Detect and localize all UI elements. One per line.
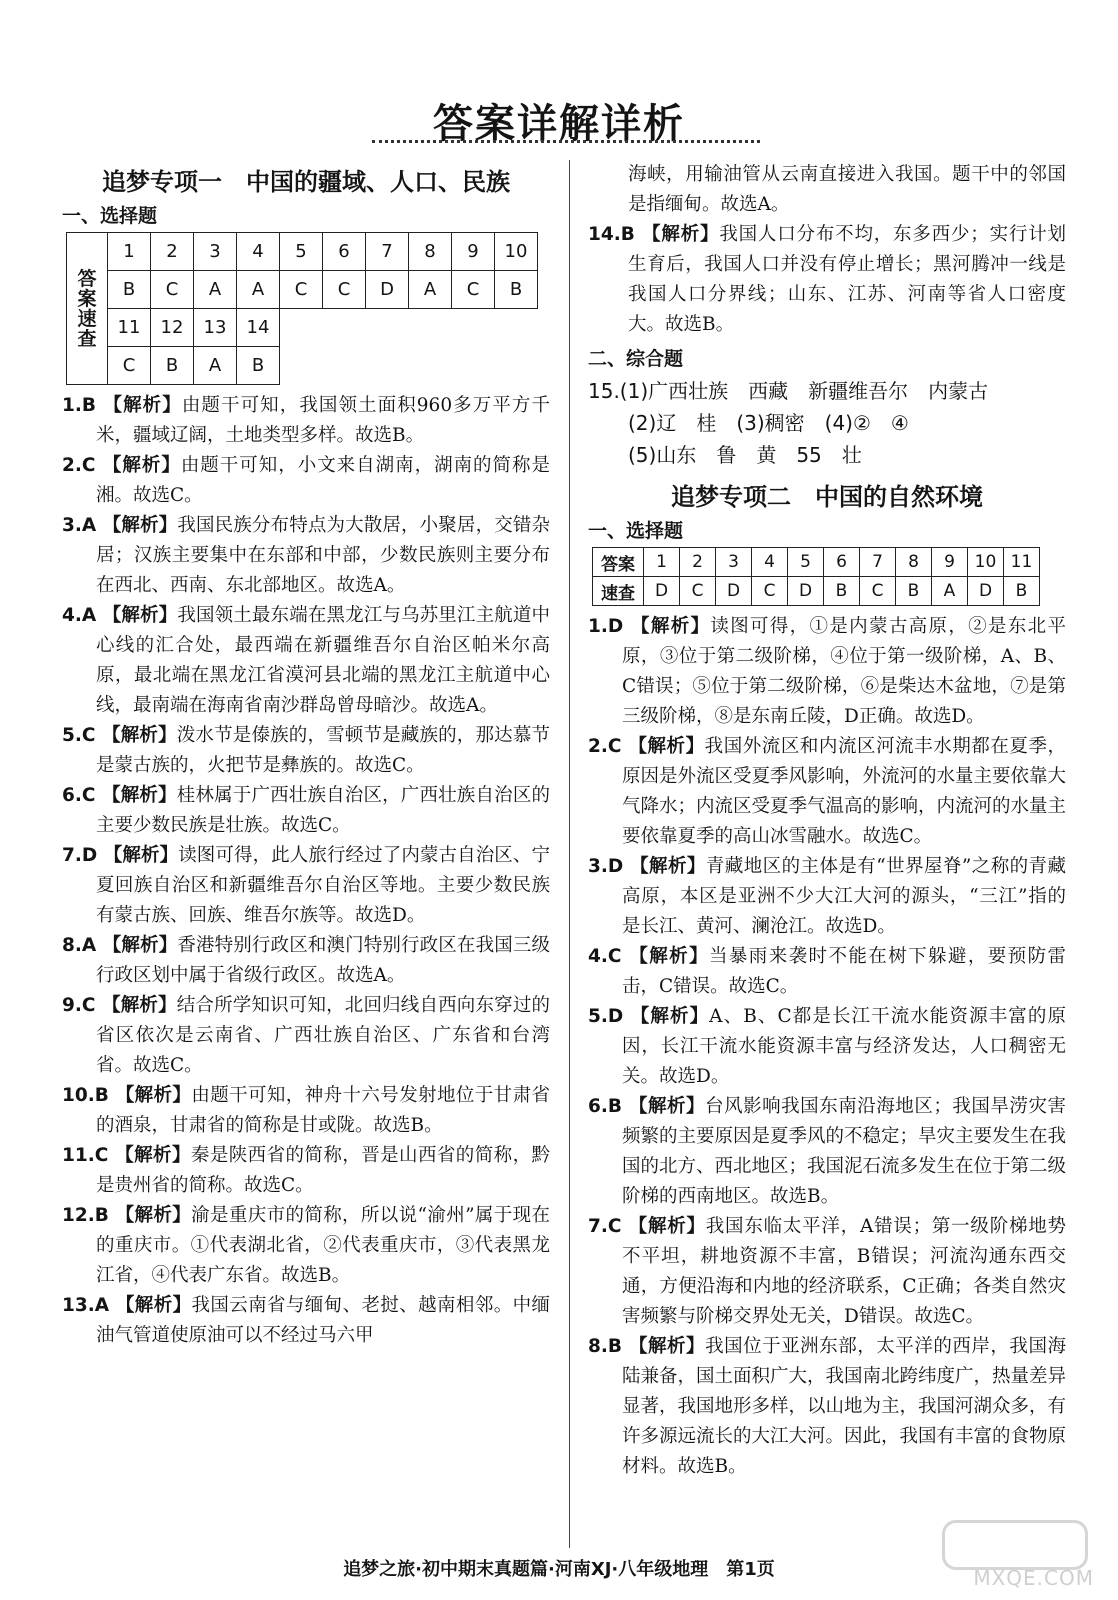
table-cell: A [409,271,452,309]
table-cell: 2 [680,548,716,577]
table-cell: 6 [824,548,860,577]
table-cell: 13 [194,309,237,347]
list-item [62,391,550,451]
item-tag: 5.D 【解析】 [588,1006,710,1027]
table-cell: B [495,271,538,309]
item-text: 秦是陕西省的简称，晋是山西省的简称，黔是贵州省的简称。故选C。 [96,1145,550,1196]
table-cell: D [788,577,824,606]
item-text: 结合所学知识可知，北回归线自西向东穿过的省区依次是云南省、广西壮族自治区、广东省和台湾省。故选C。 [96,995,550,1076]
list-item [588,220,1066,340]
item-text: 桂林属于广西壮族自治区，广西壮族自治区的主要少数民族是壮族。故选C。 [96,785,550,836]
section1-heading: 追梦专项一 中国的疆域、人口、民族 [102,168,510,196]
list-item [588,852,1066,942]
table-cell: A [932,577,968,606]
table-cell: 7 [860,548,896,577]
table-cell: 12 [151,309,194,347]
item-tag: 6.B 【解析】 [588,1096,706,1117]
list-item [588,1332,1066,1482]
table-label-text: 答案速查 [77,267,97,350]
table-cell: 9 [452,233,495,271]
table-cell: B [151,347,194,385]
table-cell: C [452,271,495,309]
table-label: 速查 [593,577,644,606]
table-cell: C [752,577,788,606]
item-text: 台风影响我国东南沿海地区；我国旱涝灾害频繁的主要原因是夏季风的不稳定；旱灾主要发生在我国的北方、西北地区；我国泥石流多发生在位于第二级阶梯的西南地区。故选B。 [622,1096,1067,1207]
item-13-continued: 海峡，用输油管从云南直接进入我国。题干中的邻国是指缅甸。故选A。 [628,164,1066,215]
table-cell: A [194,271,237,309]
table-row [67,309,538,347]
item-text: 香港特别行政区和澳门特别行政区在我国三级行政区划中属于省级行政区。故选A。 [96,935,550,986]
left-column [62,160,550,1351]
item-text: 读图可得，此人旅行经过了内蒙古自治区、宁夏回族自治区和新疆维吾尔自治区等地。主要少数民族有蒙古族、回族、维吾尔族等。故选D。 [96,845,550,926]
list-item [62,1081,550,1141]
table-row [593,548,1040,577]
watermark-site: MXQE.COM [973,1566,1094,1590]
section2-choice-heading: 一、选择题 [588,520,684,542]
table-cell: D [644,577,680,606]
table-cell: B [824,577,860,606]
comp-line-1: 15.(1)广西壮族 西藏 新疆维吾尔 内蒙古 [588,379,989,403]
section1-choice-heading: 一、选择题 [62,205,158,227]
list-item [588,1092,1066,1212]
watermark-badge [942,1520,1088,1570]
table-cell: C [323,271,366,309]
table-cell: C [860,577,896,606]
item-tag: 2.C 【解析】 [62,455,181,476]
page-title: 答案详解详析 [433,101,685,147]
list-item [62,1201,550,1291]
table-row [67,271,538,309]
item-text: 我国云南省与缅甸、老挝、越南相邻。中缅油气管道使原油可以不经过马六甲 [96,1295,550,1346]
table-cell: B [896,577,932,606]
table-cell: B [1004,577,1040,606]
table-cell: 3 [716,548,752,577]
page-footer: 追梦之旅·初中期末真题篇·河南XJ·八年级地理 第1页 [343,1559,775,1580]
table-cell: 8 [409,233,452,271]
item-text: 我国位于亚洲东部，太平洋的西岸，我国海陆兼备，国土面积广大，我国南北跨纬度广，热量差异显著，我国地形多样，以山地为主，我国河湖众多，有许多源远流长的大江大河。因此，我国有丰富的食物原材料。故选B。 [622,1336,1067,1477]
item-tag: 3.A 【解析】 [62,515,178,536]
table-cell: 8 [896,548,932,577]
list-item [62,511,550,601]
table-cell: B [237,347,280,385]
item-tag: 12.B 【解析】 [62,1205,192,1226]
table-cell: 14 [237,309,280,347]
item-text: 由题干可知，我国领土面积960多万平方千米，疆域辽阔，土地类型多样。故选B。 [96,395,550,446]
title-dotted-rule [372,140,760,143]
item-tag: 2.C 【解析】 [588,736,705,757]
list-item [588,612,1066,732]
table-cell: D [366,271,409,309]
list-item [62,451,550,511]
item-tag: 7.D 【解析】 [62,845,179,866]
list-item [62,841,550,931]
item-text: A、B、C都是长江干流水能资源丰富的原因，长江干流水能资源丰富与经济发达，人口稠密无关。故选D。 [622,1006,1066,1087]
comp-line-3: (5)山东 鲁 黄 55 壮 [628,443,862,467]
section2-items [588,612,1066,1482]
table-cell: 1 [108,233,151,271]
table-cell: C [280,271,323,309]
list-item [62,601,550,721]
watermark-logo [934,1520,1094,1590]
table-cell: 11 [108,309,151,347]
item-tag: 6.C 【解析】 [62,785,177,806]
table-cell: A [194,347,237,385]
list-item [62,931,550,991]
item-text: 我国领土最东端在黑龙江与乌苏里江主航道中心线的汇合处，最西端在新疆维吾尔自治区帕米尔高原，最北端在黑龙江省漠河县北端的黑龙江主航道中心线，最南端在海南省南沙群岛曾母暗沙。故选A。 [96,605,550,716]
item-tag: 3.D 【解析】 [588,856,706,877]
item-text: 当暴雨来袭时不能在树下躲避，要预防雷击，C错误。故选C。 [622,946,1066,997]
item-text: 读图可得，①是内蒙古高原，②是东北平原，③位于第二级阶梯，④位于第一级阶梯，A、B、C错误；⑤位于第二级阶梯，⑥是柴达木盆地，⑦是第三级阶梯，⑧是东南丘陵，D正确。故选D。 [622,616,1066,727]
item-text: 泼水节是傣族的，雪顿节是藏族的，那达慕节是蒙古族的，火把节是彝族的。故选C。 [96,725,550,776]
list-item [62,1291,550,1351]
table-cell: 3 [194,233,237,271]
table-cell: 7 [366,233,409,271]
item-tag: 7.C 【解析】 [588,1216,706,1237]
table-cell: 1 [644,548,680,577]
answer-table-2 [592,547,1040,606]
table-cell: 5 [280,233,323,271]
table-cell: 6 [323,233,366,271]
list-item [62,1141,550,1201]
table-cell: D [968,577,1004,606]
list-item [62,781,550,841]
table-cell: 11 [1004,548,1040,577]
table-label: 答案 [593,548,644,577]
table-label [67,233,108,385]
table-cell: 5 [788,548,824,577]
table-empty [280,309,538,347]
item-text: 由题干可知，神舟十六号发射地位于甘肃省的酒泉，甘肃省的简称是甘或陇。故选B。 [96,1085,550,1136]
list-item [588,942,1066,1002]
table-cell: C [151,271,194,309]
list-item [588,1002,1066,1092]
table-cell: A [237,271,280,309]
table-cell: 9 [932,548,968,577]
item-text: 我国民族分布特点为大散居，小聚居，交错杂居；汉族主要集中在东部和中部，少数民族则主要分布在西北、西南、东北部地区。故选A。 [96,515,550,596]
item-tag: 14.B 【解析】 [588,224,720,245]
section2-heading: 追梦专项二 中国的自然环境 [671,483,983,511]
comp-heading: 二、综合题 [588,348,684,370]
item-tag: 8.A 【解析】 [62,935,178,956]
item-text: 青藏地区的主体是有“世界屋脊”之称的青藏高原，本区是亚洲不少大江大河的源头，“三江”指的是长江、黄河、澜沧江。故选D。 [622,856,1066,937]
item-tag: 13.A 【解析】 [62,1295,192,1316]
table-cell: 4 [752,548,788,577]
item-tag: 5.C 【解析】 [62,725,177,746]
table-row [67,347,538,385]
table-cell: B [108,271,151,309]
list-item [62,721,550,781]
item-text: 我国东临太平洋，A错误；第一级阶梯地势不平坦，耕地资源不丰富，B错误；河流沟通东西交通，方便沿海和内地的经济联系，C正确；各类自然灾害频繁与阶梯交界处无关，D错误。故选C。 [622,1216,1066,1327]
right-column [588,160,1066,1482]
table-cell: C [680,577,716,606]
table-row [67,233,538,271]
comp-line-2: (2)辽 桂 (3)稠密 (4)② ④ [628,411,909,435]
table-row [593,577,1040,606]
item-tag: 11.C 【解析】 [62,1145,191,1166]
item-tag: 9.C 【解析】 [62,995,177,1016]
table-cell: 10 [968,548,1004,577]
table-cell: 10 [495,233,538,271]
item-tag: 8.B 【解析】 [588,1336,706,1357]
item-tag: 1.D 【解析】 [588,616,711,637]
column-divider [569,160,570,1548]
item-text: 渝是重庆市的简称，所以说“渝州”属于现在的重庆市。①代表湖北省，②代表重庆市，③代表黑龙江省，④代表广东省。故选B。 [96,1205,550,1286]
list-item [588,732,1066,852]
item-text: 由题干可知，小文来自湖南，湖南的简称是湘。故选C。 [96,455,550,506]
table-cell: D [716,577,752,606]
item-text: 我国外流区和内流区河流丰水期都在夏季，原因是外流区受夏季风影响，外流河的水量主要依靠大气降水；内流区受夏季气温高的影响，内流河的水量主要依靠夏季的高山冰雪融水。故选C。 [622,736,1067,847]
item-tag: 4.A 【解析】 [62,605,178,626]
item-tag: 4.C 【解析】 [588,946,709,967]
list-item [588,1212,1066,1332]
list-item [62,991,550,1081]
table-empty [280,347,538,385]
item-tag: 1.B 【解析】 [62,395,182,416]
table-cell: 2 [151,233,194,271]
section1-items [62,391,550,1351]
table-cell: C [108,347,151,385]
table-cell: 4 [237,233,280,271]
answer-table-1 [66,232,538,385]
item-text: 我国人口分布不均，东多西少；实行计划生育后，我国人口并没有停止增长；黑河腾冲一线是我国人口分界线；山东、江苏、河南等省人口密度大。故选B。 [628,224,1066,335]
item-tag: 10.B 【解析】 [62,1085,192,1106]
